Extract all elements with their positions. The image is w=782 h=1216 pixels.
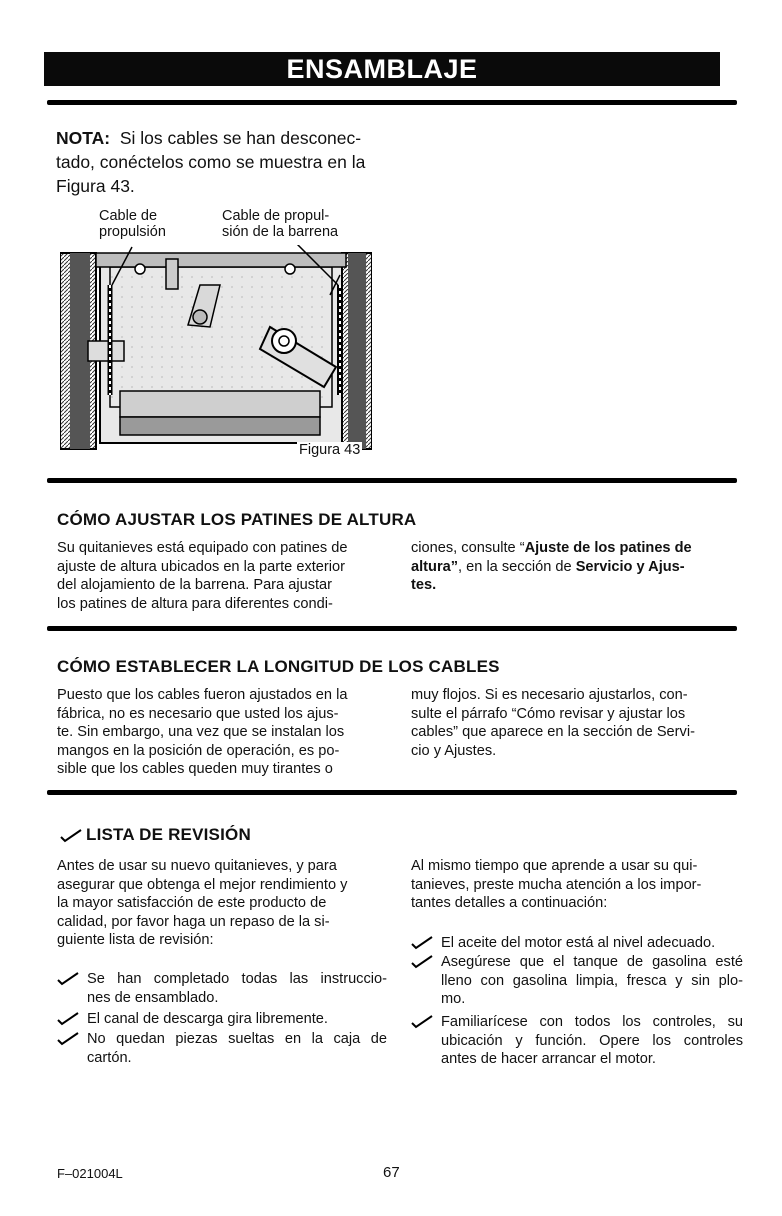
- note-text-line3: Figura 43.: [56, 176, 135, 196]
- checkmark-icon: [411, 936, 433, 950]
- divider: [47, 478, 737, 483]
- checkmark-icon: [57, 1032, 79, 1046]
- section-title-checklist: LISTA DE REVISIÓN: [86, 825, 251, 844]
- section2-right-column: muy flojos. Si es necesario ajustarlos, con- sulte el párrafo “Cómo revisar y ajustar los cables” que aparece en la sección de Servi- cio y Ajustes.: [411, 687, 695, 759]
- note-label: NOTA:: [56, 128, 111, 148]
- figure-label-right: Cable de propul- sión de la barrena: [222, 208, 339, 240]
- divider: [47, 790, 737, 795]
- divider: [47, 100, 737, 105]
- page-number: 67: [383, 1164, 400, 1181]
- section2-left-column: Puesto que los cables fueron ajustados en la fábrica, no es necesario que usted los ajus- te. Sin embargo, una vez que se instalan los mangos en la posición de operación, es po- sible que los cables queden muy tirantes o: [57, 687, 348, 778]
- figure-label-left: Cable de propulsión: [99, 208, 166, 240]
- checkmark-icon: [411, 955, 433, 969]
- note-paragraph: [56, 126, 396, 198]
- snowblower-cable-illustration: [60, 245, 372, 457]
- checkmark-icon: [411, 1015, 433, 1029]
- checklist-intro-right: Al mismo tiempo que aprende a usar su qui- tanieves, preste mucha atención a los impor- tantes detalles a continuación:: [411, 858, 702, 912]
- section1-left-column: Su quitanieves está equipado con patines de ajuste de altura ubicados en la parte exterior del alojamiento de la barrena. Para ajustar los patines de altura para diferentes condi-: [57, 540, 348, 612]
- note-text-line2: tado, conéctelos como se muestra en la: [56, 152, 366, 172]
- checkmark-icon: [60, 829, 82, 843]
- checkmark-icon: [57, 1012, 79, 1026]
- note-text-line1: Si los cables se han desconec-: [119, 128, 362, 148]
- divider: [47, 626, 737, 631]
- section-title-cable-length: CÓMO ESTABLECER LA LONGITUD DE LOS CABLES: [57, 657, 500, 676]
- document-code: F–021004L: [57, 1166, 123, 1181]
- section-title-height-skids: CÓMO AJUSTAR LOS PATINES DE ALTURA: [57, 510, 417, 529]
- checkmark-icon: [57, 972, 79, 986]
- figure-caption: Figura 43: [299, 442, 361, 458]
- checklist-intro-left: Antes de usar su nuevo quitanieves, y para asegurar que obtenga el mejor rendimiento y la mayor satisfacción de este producto de calidad, por favor haga un repaso de la si- guiente lista de revisión:: [57, 858, 348, 949]
- section1-right-column: ciones, consulte “Ajuste de los patines de altura”, en la sección de Servicio y Ajus- tes.: [411, 540, 692, 594]
- section-banner: ENSAMBLAJE: [44, 52, 720, 86]
